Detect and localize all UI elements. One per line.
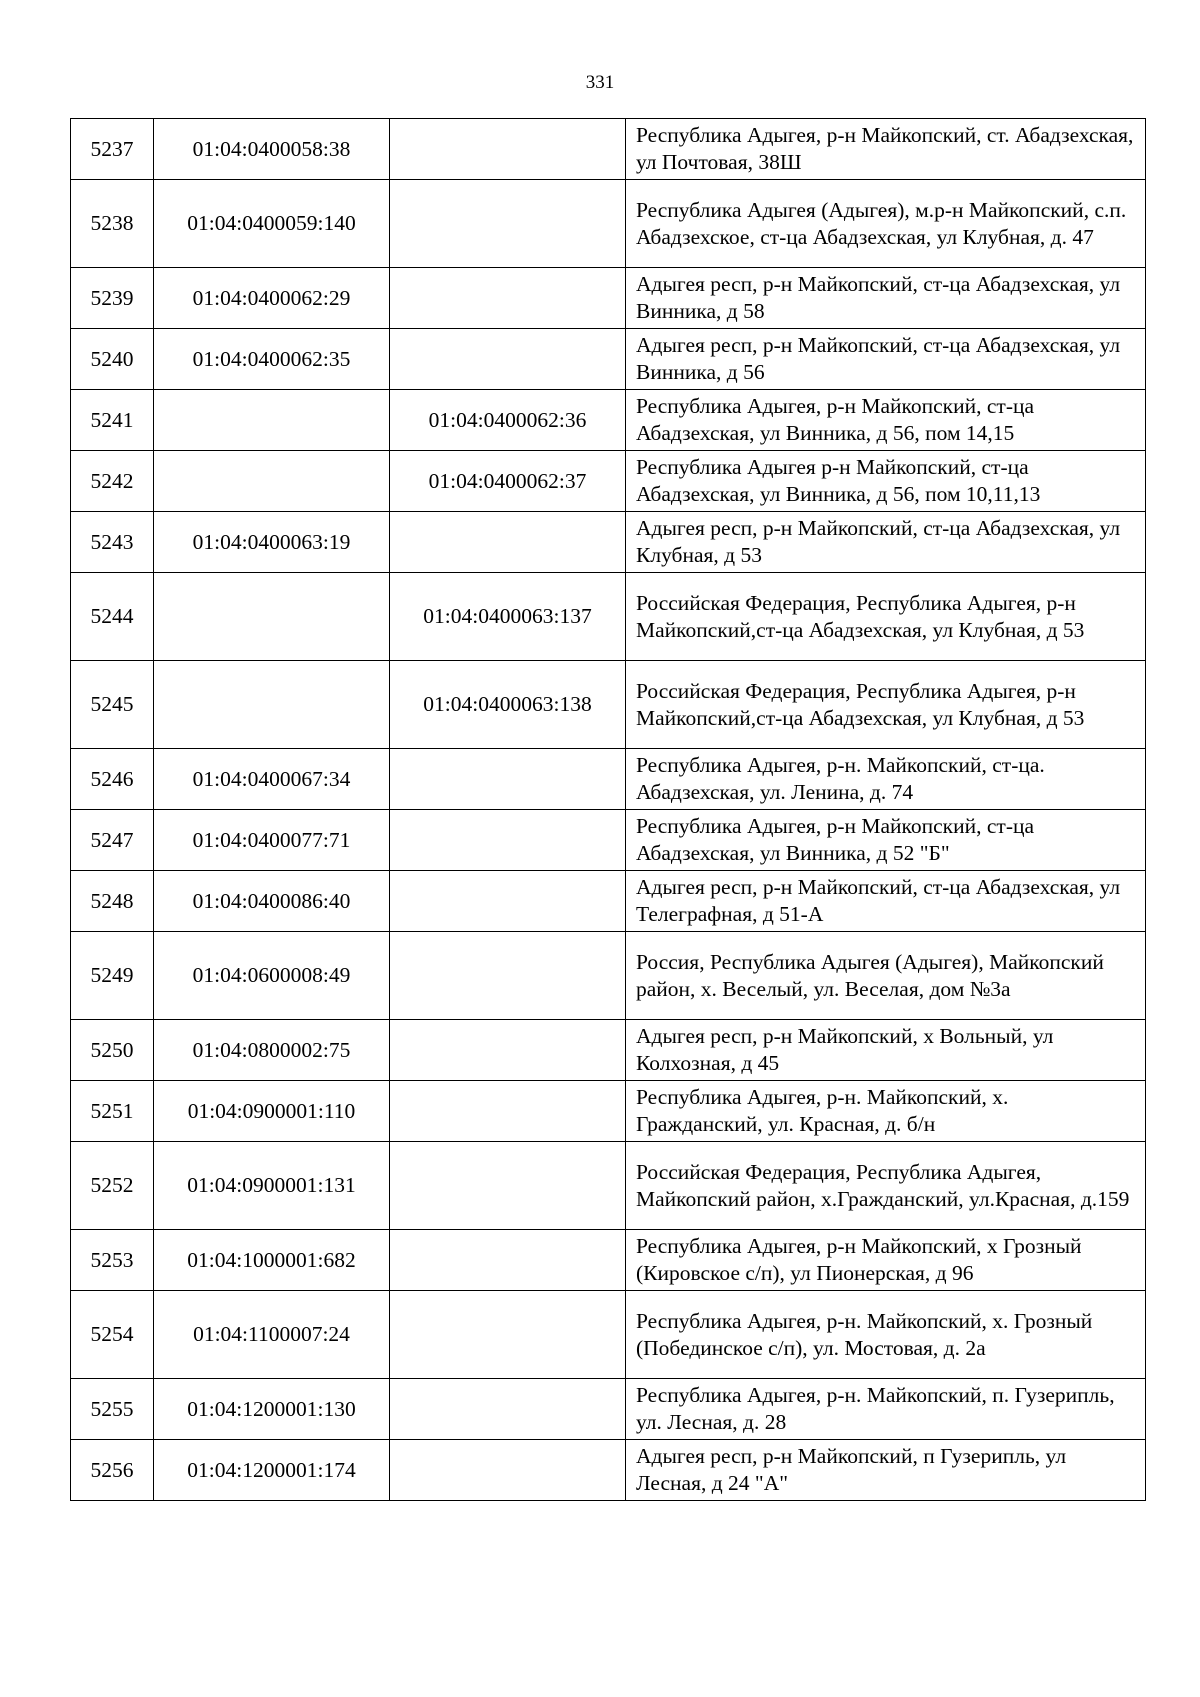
table-row: [71, 810, 1146, 871]
cadastral-number-cell: 01:04:0400062:35: [154, 329, 390, 390]
row-number-cell: 5249: [71, 932, 154, 1020]
table-row: [71, 180, 1146, 268]
address-cell: Адыгея респ, р-н Майкопский, ст-ца Абадзехская, ул Винника, д 58: [626, 268, 1146, 329]
table-row: [71, 1142, 1146, 1230]
object-cadastral-number-cell: [390, 1081, 626, 1142]
row-number-cell: 5255: [71, 1379, 154, 1440]
object-cadastral-number-cell: [390, 180, 626, 268]
page-number: 331: [585, 72, 615, 93]
table-row: [71, 661, 1146, 749]
table-row: [71, 329, 1146, 390]
cadastral-number-cell: 01:04:1000001:682: [154, 1230, 390, 1291]
row-number-cell: 5251: [71, 1081, 154, 1142]
address-cell: Российская Федерация, Республика Адыгея, р-н Майкопский,ст-ца Абадзехская, ул Клубная, д 53: [626, 573, 1146, 661]
table-row: [71, 512, 1146, 573]
object-cadastral-number-cell: [390, 871, 626, 932]
address-cell: Республика Адыгея р-н Майкопский, ст-ца Абадзехская, ул Винника, д 56, пом 10,11,13: [626, 451, 1146, 512]
row-number-cell: 5242: [71, 451, 154, 512]
cadastral-number-cell: 01:04:0900001:131: [154, 1142, 390, 1230]
table-row: [71, 1230, 1146, 1291]
object-cadastral-number-cell: 01:04:0400063:137: [390, 573, 626, 661]
object-cadastral-number-cell: [390, 268, 626, 329]
row-number-cell: 5243: [71, 512, 154, 573]
row-number-cell: 5248: [71, 871, 154, 932]
cadastral-number-cell: 01:04:0600008:49: [154, 932, 390, 1020]
address-cell: Республика Адыгея, р-н. Майкопский, п. Гузерипль, ул. Лесная, д. 28: [626, 1379, 1146, 1440]
address-cell: Республика Адыгея, р-н Майкопский, ст. Абадзехская, ул Почтовая, 38Ш: [626, 119, 1146, 180]
table-row: [71, 451, 1146, 512]
row-number-cell: 5237: [71, 119, 154, 180]
row-number-cell: 5239: [71, 268, 154, 329]
address-cell: Адыгея респ, р-н Майкопский, ст-ца Абадзехская, ул Винника, д 56: [626, 329, 1146, 390]
cadastral-number-cell: 01:04:1200001:174: [154, 1440, 390, 1501]
object-cadastral-number-cell: [390, 1142, 626, 1230]
object-cadastral-number-cell: [390, 1440, 626, 1501]
row-number-cell: 5246: [71, 749, 154, 810]
row-number-cell: 5253: [71, 1230, 154, 1291]
registry-table: [70, 118, 1146, 1501]
table-row: [71, 871, 1146, 932]
address-cell: Адыгея респ, р-н Майкопский, п Гузерипль, ул Лесная, д 24 "А": [626, 1440, 1146, 1501]
row-number-cell: 5254: [71, 1291, 154, 1379]
object-cadastral-number-cell: [390, 512, 626, 573]
object-cadastral-number-cell: 01:04:0400062:36: [390, 390, 626, 451]
registry-table-body: [71, 119, 1146, 1501]
cadastral-number-cell: [154, 573, 390, 661]
cadastral-number-cell: [154, 661, 390, 749]
address-cell: Республика Адыгея, р-н Майкопский, ст-ца Абадзехская, ул Винника, д 56, пом 14,15: [626, 390, 1146, 451]
object-cadastral-number-cell: [390, 1020, 626, 1081]
address-cell: Республика Адыгея, р-н. Майкопский, х. Гражданский, ул. Красная, д. б/н: [626, 1081, 1146, 1142]
address-cell: Россия, Республика Адыгея (Адыгея), Майкопский район, х. Веселый, ул. Веселая, дом №3а: [626, 932, 1146, 1020]
object-cadastral-number-cell: [390, 1230, 626, 1291]
table-row: [71, 573, 1146, 661]
address-cell: Республика Адыгея, р-н Майкопский, ст-ца Абадзехская, ул Винника, д 52 "Б": [626, 810, 1146, 871]
address-cell: Российская Федерация, Республика Адыгея, Майкопский район, х.Гражданский, ул.Красная, д.159: [626, 1142, 1146, 1230]
table-row: [71, 1291, 1146, 1379]
table-row: [71, 749, 1146, 810]
object-cadastral-number-cell: [390, 1291, 626, 1379]
row-number-cell: 5240: [71, 329, 154, 390]
cadastral-number-cell: 01:04:1200001:130: [154, 1379, 390, 1440]
address-cell: Адыгея респ, р-н Майкопский, ст-ца Абадзехская, ул Телеграфная, д 51-А: [626, 871, 1146, 932]
object-cadastral-number-cell: [390, 1379, 626, 1440]
cadastral-number-cell: 01:04:0400059:140: [154, 180, 390, 268]
table-row: [71, 1379, 1146, 1440]
address-cell: Республика Адыгея (Адыгея), м.р-н Майкопский, с.п. Абадзехское, ст-ца Абадзехская, ул Клубная, д. 47: [626, 180, 1146, 268]
address-cell: Республика Адыгея, р-н. Майкопский, ст-ца. Абадзехская, ул. Ленина, д. 74: [626, 749, 1146, 810]
cadastral-number-cell: 01:04:0400062:29: [154, 268, 390, 329]
cadastral-number-cell: 01:04:1100007:24: [154, 1291, 390, 1379]
address-cell: Республика Адыгея, р-н. Майкопский, х. Грозный (Побединское с/п), ул. Мостовая, д. 2а: [626, 1291, 1146, 1379]
table-row: [71, 1020, 1146, 1081]
table-row: [71, 268, 1146, 329]
row-number-cell: 5244: [71, 573, 154, 661]
address-cell: Адыгея респ, р-н Майкопский, ст-ца Абадзехская, ул Клубная, д 53: [626, 512, 1146, 573]
table-row: [71, 119, 1146, 180]
object-cadastral-number-cell: [390, 932, 626, 1020]
cadastral-number-cell: [154, 390, 390, 451]
row-number-cell: 5241: [71, 390, 154, 451]
row-number-cell: 5247: [71, 810, 154, 871]
object-cadastral-number-cell: [390, 329, 626, 390]
row-number-cell: 5256: [71, 1440, 154, 1501]
row-number-cell: 5250: [71, 1020, 154, 1081]
cadastral-number-cell: [154, 451, 390, 512]
object-cadastral-number-cell: [390, 119, 626, 180]
object-cadastral-number-cell: [390, 810, 626, 871]
object-cadastral-number-cell: 01:04:0400063:138: [390, 661, 626, 749]
table-row: [71, 932, 1146, 1020]
row-number-cell: 5245: [71, 661, 154, 749]
cadastral-number-cell: 01:04:0400086:40: [154, 871, 390, 932]
table-row: [71, 390, 1146, 451]
table-row: [71, 1081, 1146, 1142]
address-cell: Российская Федерация, Республика Адыгея, р-н Майкопский,ст-ца Абадзехская, ул Клубная, д 53: [626, 661, 1146, 749]
cadastral-number-cell: 01:04:0400063:19: [154, 512, 390, 573]
object-cadastral-number-cell: [390, 749, 626, 810]
object-cadastral-number-cell: 01:04:0400062:37: [390, 451, 626, 512]
cadastral-number-cell: 01:04:0800002:75: [154, 1020, 390, 1081]
table-row: [71, 1440, 1146, 1501]
cadastral-number-cell: 01:04:0400058:38: [154, 119, 390, 180]
address-cell: Адыгея респ, р-н Майкопский, х Вольный, ул Колхозная, д 45: [626, 1020, 1146, 1081]
row-number-cell: 5238: [71, 180, 154, 268]
cadastral-number-cell: 01:04:0400077:71: [154, 810, 390, 871]
cadastral-number-cell: 01:04:0900001:110: [154, 1081, 390, 1142]
address-cell: Республика Адыгея, р-н Майкопский, х Грозный (Кировское с/п), ул Пионерская, д 96: [626, 1230, 1146, 1291]
cadastral-number-cell: 01:04:0400067:34: [154, 749, 390, 810]
row-number-cell: 5252: [71, 1142, 154, 1230]
